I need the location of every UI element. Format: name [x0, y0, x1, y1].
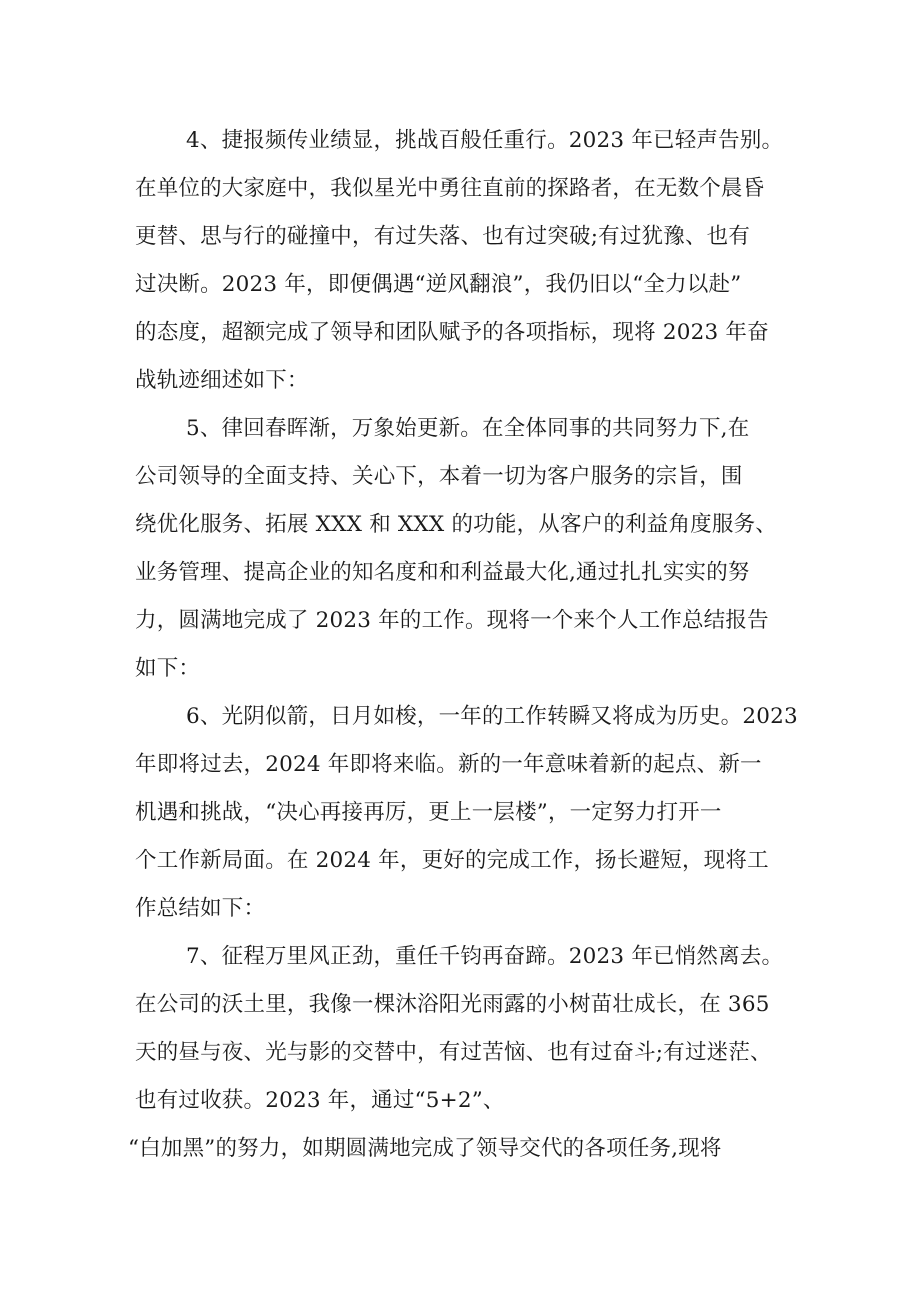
- paragraph-line: 年即将过去，2024 年即将来临。新的一年意味着新的起点、新一: [135, 752, 762, 777]
- paragraph-line: 过决断。2023 年，即便偶遇“逆风翻浪”，我仍旧以“全力以赴”: [135, 272, 742, 297]
- paragraph-line: 在单位的大家庭中，我似星光中勇往直前的探路者，在无数个晨昏: [135, 176, 765, 201]
- paragraph-line: 也有过收获。2023 年，通过“5+2”、: [135, 1088, 505, 1113]
- paragraph-line: 机遇和挑战，“决心再接再厉，更上一层楼”，一定努力打开一: [135, 800, 722, 825]
- paragraph-line: 5、律回春晖渐，万象始更新。在全体同事的共同努力下,在: [186, 416, 750, 441]
- paragraph-line: 4、捷报频传业绩显，挑战百般任重行。2023 年已轻声告别。: [186, 128, 784, 153]
- paragraph-line: 业务管理、提高企业的知名度和和利益最大化,通过扎扎实实的努: [135, 560, 750, 585]
- paragraph-line: 的态度，超额完成了领导和团队赋予的各项指标，现将 2023 年奋: [135, 320, 769, 345]
- paragraph-line: 绕优化服务、拓展 XXX 和 XXX 的功能，从客户的利益角度服务、: [135, 512, 777, 537]
- paragraph-line: 7、征程万里风正劲，重任千钧再奋蹄。2023 年已悄然离去。: [186, 944, 784, 969]
- paragraph-line: 作总结如下：: [135, 896, 266, 921]
- paragraph-line: 在公司的沃土里，我像一棵沐浴阳光雨露的小树苗壮成长，在 365: [135, 992, 770, 1017]
- paragraph-line: 6、光阴似箭，日月如梭，一年的工作转瞬又将成为历史。2023: [186, 704, 798, 729]
- paragraph-line: 个工作新局面。在 2024 年，更好的完成工作，扬长避短，现将工: [135, 848, 769, 873]
- paragraph-line: 战轨迹细述如下：: [135, 368, 309, 393]
- paragraph-line: “白加黑”的努力，如期圆满地完成了领导交代的各项任务,现将: [128, 1136, 722, 1161]
- paragraph-line: 力，圆满地完成了 2023 年的工作。现将一个来个人工作总结报告: [135, 608, 769, 633]
- paragraph-line: 公司领导的全面支持、关心下，本着一切为客户服务的宗旨，围: [135, 464, 743, 489]
- paragraph-line: 如下：: [135, 656, 201, 681]
- paragraph-line: 更替、思与行的碰撞中，有过失落、也有过突破;有过犹豫、也有: [135, 224, 751, 249]
- paragraph-line: 天的昼与夜、光与影的交替中，有过苦恼、也有过奋斗;有过迷茫、: [135, 1040, 772, 1065]
